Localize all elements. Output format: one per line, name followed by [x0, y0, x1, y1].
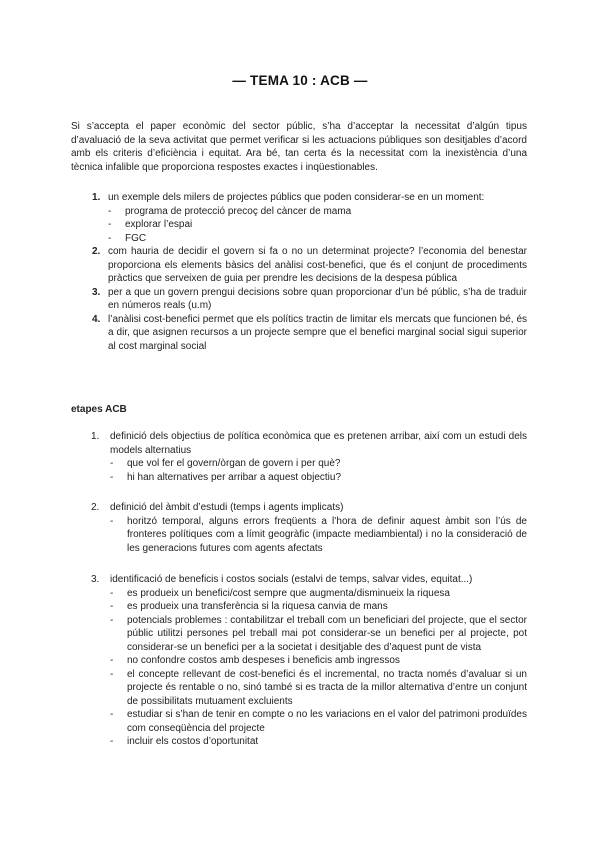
list-item — [71, 286, 527, 313]
list-item — [71, 245, 527, 286]
dash-bullet: - — [110, 601, 114, 612]
sub-list-item — [108, 232, 527, 246]
sub-list-item — [108, 205, 527, 219]
sub-list-item — [110, 457, 527, 471]
sub-list — [110, 457, 527, 484]
list-item-text: un exemple dels milers de projectes públics que poden considerar-se en un moment: — [108, 192, 485, 203]
dash-bullet: - — [108, 205, 112, 217]
page-title: — TEMA 10 : ACB — — [232, 73, 368, 88]
list-number: 1. — [92, 192, 101, 203]
step-text: identificació de beneficis i costos socials (estalvi de temps, salvar vides, equitat...) — [110, 574, 473, 585]
list-item-text: per a que un govern prengui decisions sobre quan proporcionar d’un bé públic, s’ha de traduir en números reals (u.m) — [108, 286, 527, 311]
dash-bullet: - — [110, 587, 114, 599]
sub-list — [110, 515, 527, 556]
sub-list — [108, 205, 527, 246]
sub-list-item-text: incluir els costos d’oportunitat — [127, 736, 259, 747]
sub-list-item — [110, 471, 527, 485]
step-number: 2. — [91, 502, 100, 513]
step-item — [71, 573, 527, 749]
list-number: 4. — [92, 313, 101, 325]
dash-bullet: - — [108, 232, 112, 244]
dash-bullet: - — [110, 736, 114, 747]
sub-list-item — [108, 218, 527, 232]
sub-list-item-text: explorar l’espai — [125, 219, 193, 230]
list-item — [71, 191, 527, 245]
intro-paragraph: Si s’accepta el paper econòmic del sector públic, s’ha d’acceptar la necessitat d’algún tipus d’avaluació de la seva activitat que permet verificar si les actuacions públiques son desitjables d’acord amb els criteris d’eficiència i equitat. Ara bé, tan certa és la necessitat com la inexistència d’una tècnica infalible que proporciona respostes exactes i inqüestionables. — [71, 121, 527, 173]
step-text: definició del àmbit d’estudi (temps i agents implicats) — [110, 502, 344, 513]
section-heading: etapes ACB — [71, 404, 127, 415]
sub-list-item-text: que vol fer el govern/òrgan de govern i per què? — [127, 458, 341, 469]
numbered-list — [71, 191, 527, 353]
dash-bullet: - — [110, 515, 114, 527]
dash-bullet: - — [110, 655, 114, 666]
sub-list-item — [110, 735, 527, 749]
sub-list-item-text: horitzó temporal, alguns errors freqüents a l’hora de definir aquest àmbit son l’ús de fronteres polítiques com a límit geogràfic (impacte mediambiental) i no la consideració de les generacions futures com agents afectats — [127, 515, 527, 554]
sub-list-item — [110, 668, 527, 709]
sub-list-item — [110, 614, 527, 655]
dash-bullet: - — [110, 458, 114, 469]
dash-bullet: - — [110, 471, 114, 483]
dash-bullet: - — [108, 219, 112, 230]
dash-bullet: - — [110, 709, 114, 720]
step-text: definició dels objectius de política econòmica que es pretenen arribar, així com un estudi dels models alternatius — [110, 431, 527, 456]
sub-list-item-text: no confondre costos amb despeses i beneficis amb ingressos — [127, 655, 400, 666]
list-item — [71, 313, 527, 354]
list-item-text: com hauria de decidir el govern si fa o no un determinat projecte? l’economia del benestar proporciona els elements bàsics del anàlisi cost-benefici, que és el conjunt de procediments pràctics que serveixen de guia per prendre les decisions de la despesa pública — [108, 246, 527, 284]
sub-list-item-text: es produeix un benefici/cost sempre que augmenta/disminueix la riquesa — [127, 587, 450, 599]
sub-list-item-text: FGC — [125, 232, 147, 244]
sub-list — [110, 587, 527, 749]
sub-list-item-text: hi han alternatives per arribar a aquest objectiu? — [127, 471, 342, 483]
sub-list-item — [110, 600, 527, 614]
sub-list-item-text: el concepte rellevant de cost-benefici és el incremental, no tracta només d’avaluar si un projecte és rentable o no, sinó també si es tracta de la millor alternativa d’entre un conjunt de possibilitats mutuament excluients — [127, 668, 527, 707]
step-number: 3. — [91, 574, 100, 585]
sub-list-item — [110, 708, 527, 735]
list-number: 3. — [92, 286, 101, 298]
sub-list-item — [110, 515, 527, 556]
list-item-text: l’anàlisi cost-benefici permet que els polítics tractin de limitar els mercats que funcionen bé, és a dir, que asignen recursos a un projecte sempre que el benefici marginal social sigui superior al cost marginal social — [108, 313, 527, 352]
sub-list-item-text: estudiar si s’han de tenir en compte o no les variacions en el valor del patrimoni produïdes com conseqüència del projecte — [127, 709, 527, 734]
sub-list-item — [110, 654, 527, 668]
sub-list-item-text: potencials problemes : contabilitzar el treball com un beneficiari del projecte, que el sector públic utilitzi persones pel treball mai pot considerar-se un benefici per al projecte, pot considerar-se un benefici per a la societat i desitjable des d’aquest punt de vista — [127, 614, 527, 653]
list-number: 2. — [92, 246, 101, 257]
step-item — [71, 501, 527, 555]
step-number: 1. — [91, 431, 100, 442]
sub-list-item — [110, 587, 527, 601]
sub-list-item-text: es produeix una transferència si la riquesa canvia de mans — [127, 601, 388, 612]
step-item — [71, 430, 527, 484]
sub-list-item-text: programa de protecció precoç del càncer de mama — [125, 205, 352, 217]
dash-bullet: - — [110, 614, 114, 626]
dash-bullet: - — [110, 668, 114, 680]
